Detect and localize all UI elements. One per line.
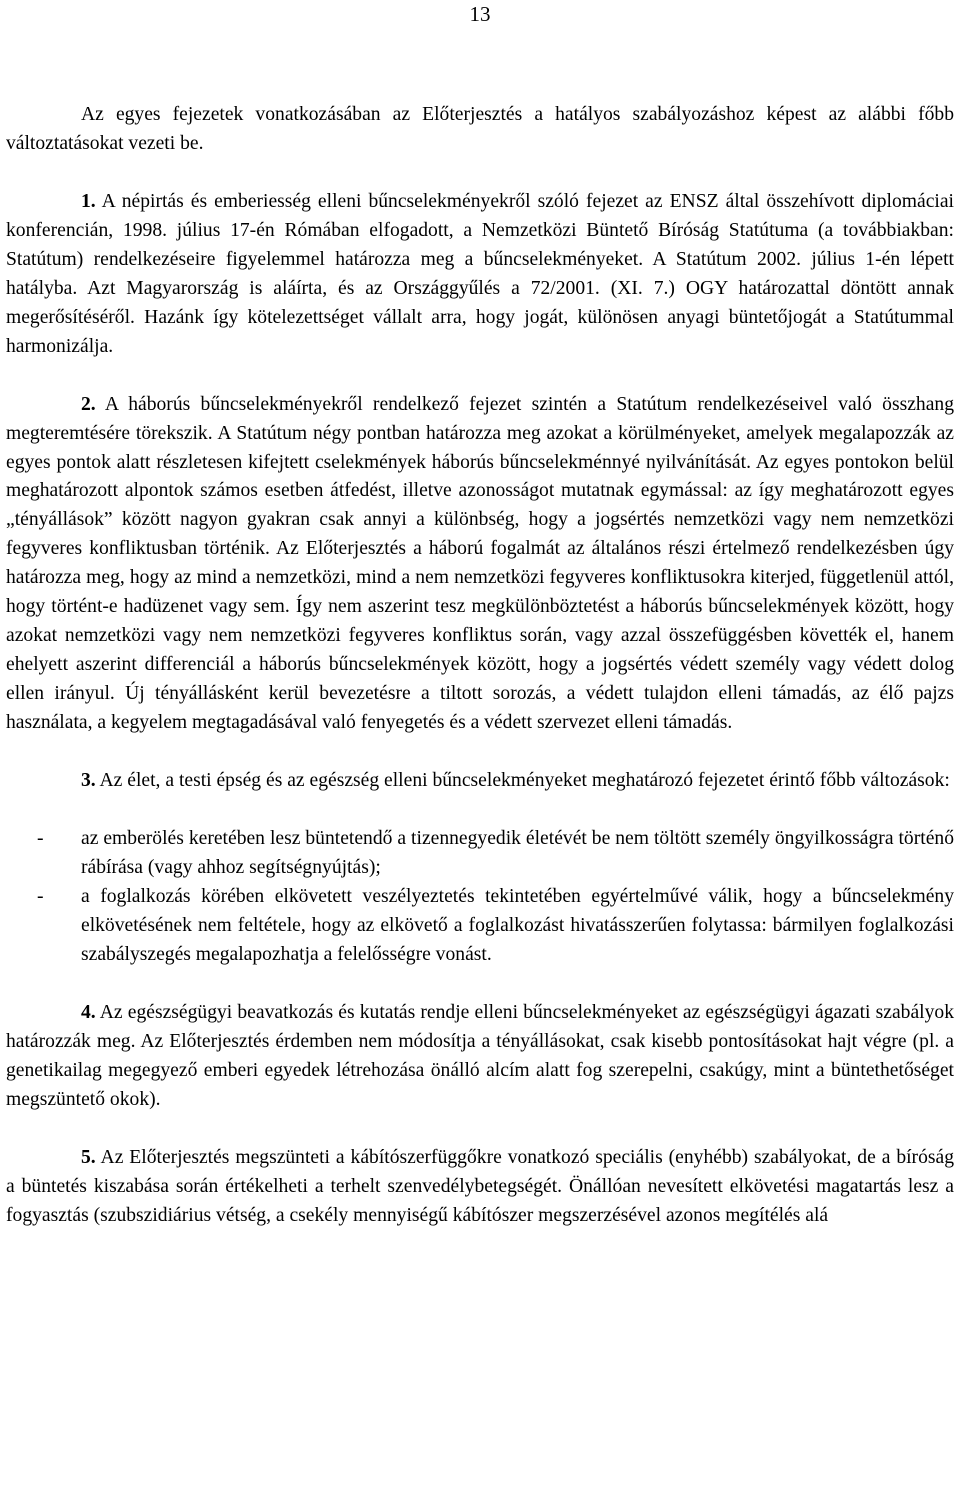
section-text: A háborús bűncselekményekről rendelkező fejezet szintén a Statútum rendelkezéseivel való összhang megteremtésére törekszik. A Statútum négy pontban határozza meg azokat a körülményeket, amelyek megalapozzák az egyes pontok alatt részletesen kifejtett cselekmények háborús bűncselekménnyé nyilvánítását. Az egyes pontokon belül meghatározott alpontok számos esetben átfedést, illetve azonosságot mutatnak egymással: az így meghatározott egyes „tényállások” között nagyon gyakran csak annyi a különbség, hogy a jogsértés nemzetközi vagy nem nemzetközi fegyveres konfliktusban történik. Az Előterjesztés a háború fogalmát az általános részi értelmező rendelkezésben úgy határozza meg, hogy az mind a nemzetközi, mind a nem nemzetközi fegyveres konfliktusokra kiterjed, függetlenül attól, hogy történt-e hadüzenet vagy sem. Így nem aszerint tesz megkülönböztetést a háborús bűncselekmények között, hogy azokat nemzetközi vagy nem nemzetközi fegyveres konfliktus során, vagy azzal összefüggésben követték el, hanem ehelyett aszerint differenciál a háborús bűncselekmények között, hogy a jogsértés védett személy vagy védett dolog ellen irányul. Új tényállásként kerül bevezetésre a tiltott sorozás, a védett tulajdon elleni támadás, az élő pajzs használata, a kegyelem megtagadásával való fenyegetés és a védett szervezet elleni támadás. <box>6 393 954 734</box>
section-2-paragraph <box>6 391 954 738</box>
section-number: 3. <box>81 770 96 792</box>
changes-list <box>6 825 954 970</box>
section-1-paragraph <box>6 188 954 362</box>
paragraph-gap <box>6 738 954 767</box>
list-dash: - <box>37 828 44 850</box>
section-5-paragraph <box>6 1144 954 1231</box>
section-number: 4. <box>81 1001 96 1023</box>
section-number: 2. <box>81 393 96 415</box>
paragraph-gap <box>6 159 954 188</box>
section-4-paragraph <box>6 999 954 1115</box>
paragraph-gap <box>6 1115 954 1144</box>
section-number: 1. <box>81 190 96 212</box>
document-body <box>6 101 954 1230</box>
list-item <box>6 825 954 883</box>
paragraph-gap <box>6 796 954 825</box>
section-text: Az Előterjesztés megszünteti a kábítószerfüggőkre vonatkozó speciális (enyhébb) szabályokat, de a bíróság a büntetés kiszabása során értékelheti a terhelt szenvedélybetegségét. Önállóan nevesített elkövetési magatartás lesz a fogyasztás (szubszidiárius vétség, a csekély mennyiségű kábítószer megszerzésével azonos megítélés alá <box>6 1146 954 1226</box>
section-3-paragraph <box>6 767 954 796</box>
intro-paragraph: Az egyes fejezetek vonatkozásában az Előterjesztés a hatályos szabályozáshoz képest az alábbi főbb változtatásokat vezeti be. <box>6 104 954 154</box>
paragraph-gap <box>6 362 954 391</box>
paragraph-gap <box>6 970 954 999</box>
list-item-text: az emberölés keretében lesz büntetendő a tizennegyedik életévét be nem töltött személy öngyilkosságra történő rábírása (vagy ahhoz segítségnyújtás); <box>81 828 954 878</box>
section-text: A népirtás és emberiesség elleni bűncselekményekről szóló fejezet az ENSZ által összehívott diplomáciai konferencián, 1998. július 17-én Rómában elfogadott, a Nemzetközi Büntető Bíróság Statútuma (a továbbiakban: Statútum) rendelkezéseire figyelemmel határozza meg a bűncselekményeket. A Statútum 2002. július 1-én lépett hatályba. Azt Magyarország is aláírta, és az Országgyűlés a 72/2001. (XI. 7.) OGY határozattal döntött annak megerősítéséről. Hazánk így kötelezettséget vállalt arra, hogy jogát, különösen anyagi büntetőjogát a Statútummal harmonizálja. <box>6 190 954 357</box>
section-number: 5. <box>81 1146 96 1168</box>
list-item <box>6 883 954 970</box>
list-item-text: a foglalkozás körében elkövetett veszélyeztetés tekintetében egyértelművé válik, hogy a bűncselekmény elkövetésének nem feltétele, hogy az elkövető a foglalkozást hivatásszerűen folytassa: bármilyen foglalkozási szabályszegés megalapozhatja a felelősségre vonást. <box>81 885 954 965</box>
page-number: 13 <box>469 2 491 26</box>
section-text: Az élet, a testi épség és az egészség elleni bűncselekményeket meghatározó fejezetet érintő főbb változások: <box>95 770 950 792</box>
section-text: Az egészségügyi beavatkozás és kutatás rendje elleni bűncselekményeket az egészségügyi ágazati szabályok határozzák meg. Az Előterjesztés érdemben nem módosítja a tényállásokat, csak kisebb pontosításokat hajt végre (pl. a genetikailag megegyező emberi egyedek létrehozása önálló alcím alatt fog szerepelni, csakúgy, mint a büntethetőséget megszüntető okok). <box>6 1001 954 1110</box>
list-dash: - <box>37 885 44 907</box>
